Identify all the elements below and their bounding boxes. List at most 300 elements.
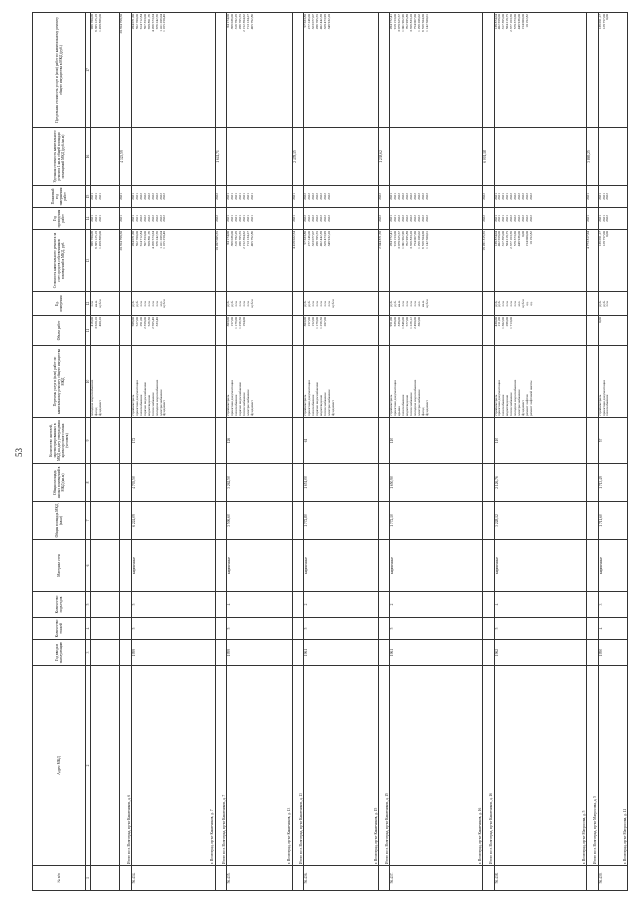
cell-line: 3 078 625,57: [397, 231, 402, 249]
cell-line: 338,00: [397, 317, 402, 327]
cell-area: 3 506,60: [227, 502, 292, 540]
cell-area: 1 711,60: [598, 502, 627, 540]
cell-vol: [215, 316, 227, 346]
cell-area: 6 224,09: [132, 502, 215, 540]
cell-lim: [120, 13, 132, 128]
cell-line: 2022: [139, 215, 144, 222]
cell-line: 2021: [131, 193, 136, 200]
header-cell: Общая площадь МКД (кв.м): [33, 502, 86, 540]
cell-line: п.м.: [322, 300, 327, 307]
cell-res: [482, 418, 494, 464]
cell-pod: 2: [390, 592, 482, 618]
cell-line: 2021: [493, 215, 498, 222]
cell-line: фундамент: [520, 400, 525, 416]
cell-line: водоотведение: [505, 394, 510, 416]
cell-works: [482, 346, 494, 418]
cell-line: 2 377 163,59: [509, 231, 514, 249]
cell-year: [91, 640, 120, 666]
cell-line: 1 256,50: [319, 317, 323, 329]
cell-fl: 5: [494, 618, 586, 640]
cell-fl: [215, 618, 227, 640]
cell-line: 2021: [234, 193, 239, 200]
cell-unit: [482, 292, 494, 316]
cell-line: теплоснабжение: [241, 392, 246, 416]
cell-liv: 2 126,76: [494, 464, 586, 502]
cell-line: 2022: [420, 215, 425, 222]
cell-liv: 3 262,50: [227, 464, 292, 502]
cell-year: 1959: [227, 640, 292, 666]
cell-line: п.м.: [505, 300, 510, 307]
repair-plan-table: [32, 12, 628, 891]
cell-line: 2021: [97, 215, 102, 222]
cell-works: [390, 346, 482, 418]
cell-line: 2022: [307, 215, 312, 222]
cell-line: 1 713,00: [509, 317, 514, 329]
cell-line: 2021: [97, 193, 102, 200]
cell-cost: [390, 230, 482, 292]
cell-lim: [91, 13, 120, 128]
cell-line: 2022: [401, 193, 406, 200]
cell-line: 286 705,55: [315, 14, 320, 30]
cell-line: 0,00: [605, 14, 610, 20]
cell-line: 57 633,80: [303, 14, 308, 28]
cell-line: 2022: [162, 193, 167, 200]
cell-line: 2021: [241, 215, 246, 222]
cell-line: 316 782,29: [234, 231, 239, 247]
cell-line: 638,00: [393, 317, 398, 327]
cell-line: п.м.: [90, 300, 95, 307]
header-cell: Предельная стоимость услуг и (или) работ по капитальному ремонту общего имущества в МКД (руб.): [33, 13, 86, 128]
cell-line: 4 266 573,64: [150, 231, 155, 249]
cell-works: [91, 346, 120, 418]
cell-mat: [91, 540, 120, 592]
cell-line: проектная документация: [135, 380, 140, 416]
cell-works: [598, 346, 627, 418]
cell-line: 1 299 206,02: [416, 14, 421, 32]
cell-mat: [215, 540, 227, 592]
cell-line: 20 354 798,50: [119, 14, 124, 34]
cell-y2: [378, 186, 390, 208]
cell-line: 2021: [291, 193, 296, 200]
cell-area: [91, 502, 120, 540]
cell-liv: [482, 464, 494, 502]
cell-line: п.м.: [412, 300, 417, 307]
cell-y2: [494, 186, 586, 208]
cell-works: [292, 346, 304, 418]
cell-fl: [378, 618, 390, 640]
cell-line: 2022: [154, 215, 159, 222]
cell-line: газоснабжение: [139, 394, 144, 416]
cell-line: стройконтроль: [493, 394, 498, 416]
header-cell: № п/п: [33, 866, 86, 891]
cell-line: 754 067,60: [412, 14, 417, 30]
cell-res: 57: [598, 418, 627, 464]
cell-year: [292, 640, 304, 666]
cell-line: 284 772,41: [389, 14, 394, 30]
cell-line: 2022: [319, 193, 323, 200]
cell-line: фундамент: [162, 400, 167, 416]
cell-line: 2022: [319, 215, 323, 222]
cell-line: 1 142 500,01: [424, 231, 429, 249]
table-row: [304, 13, 378, 891]
cell-y1: [482, 208, 494, 230]
cell-line: 1 256,50: [238, 317, 243, 329]
cell-line: 2022: [139, 193, 144, 200]
cell-line: 10 192,82: [528, 231, 533, 245]
cell-line: 2022: [424, 215, 429, 222]
cell-line: 139 051,17: [597, 231, 602, 247]
cell-line: газоснабжение: [234, 394, 239, 416]
cell-line: куб.м: [162, 299, 167, 308]
cell-line: 2021: [241, 193, 246, 200]
cell-line: 989 780,08: [90, 231, 95, 247]
cell-liv: [292, 464, 304, 502]
cell-line: 1 411 209,04: [158, 14, 163, 32]
header-number-cell: 3: [86, 640, 91, 666]
cell-line: 2021: [230, 193, 235, 200]
header-number-cell: 11: [86, 316, 91, 346]
cell-line: п.м.: [605, 300, 610, 307]
cell-line: 157,00: [307, 317, 312, 327]
cell-line: теплоснабжение: [150, 392, 155, 416]
cell-line: 9 385 125,18: [94, 14, 99, 32]
cell-line: кв.м.: [94, 299, 99, 308]
table-row: [378, 13, 390, 891]
cell-area: 1 772,80: [304, 502, 378, 540]
cell-line: 2022: [520, 215, 525, 222]
cell-line: 1 179,00: [234, 317, 239, 329]
cell-line: 951,00: [389, 317, 394, 327]
cell-year: [215, 640, 227, 666]
cell-line: водоотведение: [146, 394, 151, 416]
cell-fl: [586, 618, 598, 640]
cell-line: п.м.: [311, 300, 316, 307]
cell-line: 303,00: [226, 317, 231, 327]
cell-cost: [482, 230, 494, 292]
cell-line: 2022: [322, 215, 327, 222]
cell-cost: [91, 230, 120, 292]
cell-line: 57 633,80: [303, 231, 308, 245]
cell-pod: [120, 592, 132, 618]
cell-line: проектная документация: [307, 380, 312, 416]
header-number-cell: 15: [86, 186, 91, 208]
cell-addr: г. Волгоград, пр-кт Канатчиков, д. 13: [227, 666, 292, 866]
cell-mat: [378, 540, 390, 592]
cell-line: 2021: [291, 215, 296, 222]
cell-line: 2022: [162, 215, 167, 222]
cell-line: холодное водоснабжение: [412, 379, 417, 416]
cell-cost: [132, 230, 215, 292]
cell-cost: [227, 230, 292, 292]
cell-line: 2021: [94, 215, 99, 222]
cell-spec: [132, 128, 215, 186]
cell-liv: 1 651,00: [304, 464, 378, 502]
cell-n: [378, 866, 390, 891]
cell-line: 6 559 504,60: [420, 231, 425, 249]
cell-unit: [586, 292, 598, 316]
cell-year: [120, 640, 132, 666]
cell-y1: [494, 208, 586, 230]
cell-line: 2022: [311, 193, 316, 200]
cell-line: ед.: [524, 301, 529, 306]
cell-line: теплоснабжение: [322, 392, 327, 416]
cell-line: п.м.: [319, 300, 323, 307]
cell-line: 291,00: [139, 317, 144, 327]
cell-line: 2021: [234, 215, 239, 222]
cell-line: 84 174,00: [226, 231, 231, 245]
cell-line: п.м.: [139, 300, 144, 307]
cell-res: [378, 418, 390, 464]
cell-line: 84 174,00: [226, 14, 231, 28]
cell-line: стройконтроль: [226, 394, 231, 416]
cell-fl: [482, 618, 494, 640]
cell-area: [292, 502, 304, 540]
cell-line: 286 705,55: [238, 231, 243, 247]
cell-line: 286 705,55: [238, 14, 243, 30]
cell-year: 1959: [132, 640, 215, 666]
cell-line: 2 044 871,58: [377, 231, 382, 249]
cell-line: 2022: [509, 193, 514, 200]
cell-y2: [598, 186, 627, 208]
cell-line: 128 757,00: [601, 231, 606, 247]
cell-line: 2021: [389, 193, 394, 200]
cell-cost: [378, 230, 390, 292]
cell-line: п.м.: [142, 300, 147, 307]
cell-mat: кирпичные: [598, 540, 627, 592]
cell-n: 56.438.: [494, 866, 586, 891]
cell-y1: [132, 208, 215, 230]
cell-res: 126: [227, 418, 292, 464]
cell-line: 10 207 005,55: [214, 231, 219, 251]
cell-pod: 5: [132, 592, 215, 618]
cell-line: 4 418 022,54: [291, 231, 296, 249]
cell-line: 399 036,00: [230, 231, 235, 247]
cell-line: 1 165 250,40: [162, 231, 167, 249]
cell-line: проектная документация: [497, 380, 502, 416]
cell-vol: [586, 316, 598, 346]
cell-line: 2021: [585, 215, 590, 222]
cell-liv: [91, 464, 120, 502]
cell-line: руб.: [393, 300, 398, 307]
cell-mat: [120, 540, 132, 592]
header-cell: Количество подъездов: [33, 592, 86, 618]
cell-line: 2021: [245, 193, 250, 200]
cell-line: 2021: [230, 215, 235, 222]
cell-res: [120, 418, 132, 464]
cell-line: 614 712,84: [139, 231, 144, 247]
cell-line: п.м.: [509, 300, 514, 307]
cell-line: фасад: [420, 407, 425, 416]
cell-line: 323 077,07: [311, 231, 316, 247]
cell-res: [292, 418, 304, 464]
cell-line: 2022: [377, 193, 382, 200]
cell-line: 4 266 573,64: [150, 14, 155, 32]
cell-line: п.м.: [401, 300, 406, 307]
cell-line: 2021: [135, 215, 140, 222]
cell-fl: 5: [304, 618, 378, 640]
cell-line: фундамент: [97, 400, 102, 416]
cell-line: 2021: [119, 193, 124, 200]
cell-line: 402 442,38: [319, 231, 323, 247]
cell-spec: 2 478,15: [292, 128, 304, 186]
cell-area: [120, 502, 132, 540]
cell-fl: [120, 618, 132, 640]
cell-line: 2022: [528, 193, 533, 200]
cell-line: п.м.: [238, 300, 243, 307]
cell-line: 577,00: [405, 317, 410, 327]
cell-line: куб.м: [249, 299, 254, 308]
cell-line: 2022: [605, 193, 610, 200]
cell-pod: 4: [227, 592, 292, 618]
cell-spec: 4 323,59: [120, 128, 132, 186]
cell-addr: г. Волгоград, пр-кт Канатчиков, д. 15: [304, 666, 378, 866]
cell-line: 449 936,00: [516, 14, 521, 30]
cell-line: теплоснабжение: [509, 392, 514, 416]
cell-pod: [586, 592, 598, 618]
cell-line: 152,00: [311, 317, 316, 327]
cell-line: п.м.: [234, 300, 239, 307]
cell-line: 713 134,27: [245, 231, 250, 247]
table-row: [132, 13, 215, 891]
cell-area: [378, 502, 390, 540]
cell-line: 762 985,88: [405, 14, 410, 30]
cell-line: 402 658,00: [497, 231, 502, 247]
cell-line: 2022: [311, 215, 316, 222]
cell-line: 138 874,04: [493, 14, 498, 30]
cell-pod: 2: [304, 592, 378, 618]
cell-unit: [292, 292, 304, 316]
cell-line: 2022: [516, 193, 521, 200]
cell-y1: [227, 208, 292, 230]
cell-line: 2022: [142, 193, 147, 200]
cell-addr: г. Волгоград, пр-кт Канатчиков, д. 7: [132, 666, 215, 866]
cell-line: 1 846,00: [401, 317, 406, 329]
cell-line: 526,50: [146, 317, 151, 327]
cell-line: м.п.: [158, 300, 163, 307]
cell-mat: [482, 540, 494, 592]
cell-unit: [390, 292, 482, 316]
cell-cost: [586, 230, 598, 292]
cell-line: 658 891,76: [146, 14, 151, 30]
cell-pod: [91, 592, 120, 618]
cell-vol: [378, 316, 390, 346]
cell-line: 465 792,86: [249, 14, 254, 30]
cell-n: [586, 866, 598, 891]
cell-spec: 3 869,25: [586, 128, 598, 186]
cell-addr: Итого по г. Волгоград, пр-кт Канатчиков, д. 16: [482, 666, 494, 866]
cell-line: 676 242,59: [154, 231, 159, 247]
cell-y1: [120, 208, 132, 230]
cell-line: 2022: [516, 215, 521, 222]
cell-mat: кирпичные: [227, 540, 292, 592]
cell-line: 2021: [94, 193, 99, 200]
header-number-cell: 1: [86, 866, 91, 891]
cell-line: 2021: [501, 193, 506, 200]
cell-line: 3 078 625,57: [397, 14, 402, 32]
cell-y2: [227, 186, 292, 208]
cell-line: 2022: [528, 215, 533, 222]
cell-vol: [304, 316, 378, 346]
cell-line: 578 373,60: [513, 14, 518, 30]
cell-line: ремонт лифтовой шахты: [528, 380, 533, 416]
cell-line: 2021: [497, 215, 502, 222]
cell-line: кв.м.: [397, 299, 402, 308]
cell-y1: [215, 208, 227, 230]
cell-n: 56.437.: [390, 866, 482, 891]
cell-line: 416,00: [90, 317, 95, 327]
cell-lim: [482, 13, 494, 128]
cell-y1: [304, 208, 378, 230]
cell-line: 2021: [393, 215, 398, 222]
cell-spec: [598, 128, 627, 186]
cell-works: [378, 346, 390, 418]
cell-line: 402 658,00: [497, 14, 502, 30]
header-number-cell: 8: [86, 464, 91, 502]
cell-vol: [132, 316, 215, 346]
cell-mat: кирпичные: [304, 540, 378, 592]
cell-line: 286 705,55: [315, 231, 320, 247]
header-cell: Адрес МКД: [33, 666, 86, 866]
cell-line: 194,00: [241, 317, 246, 327]
cell-line: 277 246,00: [307, 14, 312, 30]
cell-vol: [292, 316, 304, 346]
cell-unit: [91, 292, 120, 316]
cell-unit: [120, 292, 132, 316]
cell-pod: 3: [598, 592, 627, 618]
cell-line: п.м.: [513, 300, 518, 307]
cell-y1: [91, 208, 120, 230]
cell-line: газоснабжение: [605, 394, 610, 416]
cell-line: 3 620,10: [94, 317, 99, 329]
cell-addr: г. Волгоград, пр-кт Матросова, д. 5: [494, 666, 586, 866]
cell-vol: [120, 316, 132, 346]
cell-lim: [494, 13, 586, 128]
cell-line: 2022: [412, 215, 417, 222]
cell-n: 56.436.: [304, 866, 378, 891]
cell-unit: [598, 292, 627, 316]
cell-line: 10 192,82: [524, 14, 529, 28]
cell-cost: [120, 230, 132, 292]
cell-line: стройконтроль: [597, 394, 602, 416]
cell-line: руб.: [389, 300, 394, 307]
table-row: [91, 13, 120, 891]
cell-line: 1 411 209,04: [158, 231, 163, 249]
cell-res: [215, 418, 227, 464]
cell-unit: [304, 292, 378, 316]
cell-pod: [215, 592, 227, 618]
cell-line: 323 077,07: [311, 14, 316, 30]
cell-line: 2022: [146, 215, 151, 222]
cell-line: куб.м: [330, 299, 335, 308]
cell-cost: [215, 230, 227, 292]
cell-line: 2 358,00: [142, 317, 147, 329]
cell-spec: [390, 128, 482, 186]
table-row: [390, 13, 482, 891]
cell-line: 4 773 817,64: [585, 231, 590, 249]
cell-line: 19 281 315,55: [481, 231, 486, 251]
cell-vol: [390, 316, 482, 346]
cell-spec: [91, 128, 120, 186]
page-number: 53: [14, 448, 24, 457]
cell-line: горячее водоснабжение: [142, 382, 147, 416]
cell-res: [91, 418, 120, 464]
cell-spec: [227, 128, 292, 186]
cell-spec: 1 641,71: [215, 128, 227, 186]
cell-unit: [215, 292, 227, 316]
cell-line: газоснабжение: [311, 394, 316, 416]
table-row: [292, 13, 304, 891]
cell-line: 2022: [420, 193, 425, 200]
